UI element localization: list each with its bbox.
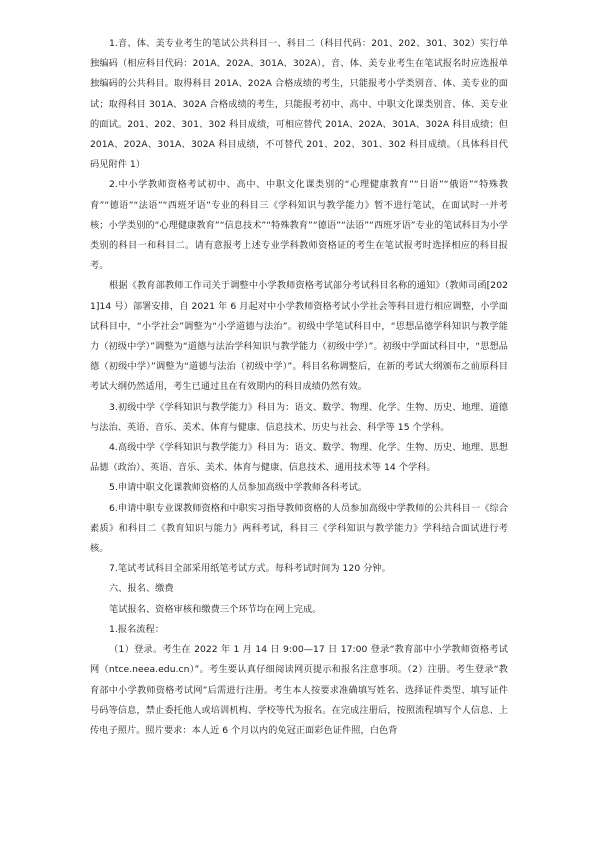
subheading-registration-process: 1.报名流程： xyxy=(109,623,165,635)
paragraph-exam-format: 7.笔试考试科目全部采用纸笔考试方式。每科考试时间为 120 分钟。 xyxy=(109,563,391,575)
paragraph-online-steps: 笔试报名、资格审核和缴费三个环节均在网上完成。 xyxy=(109,603,322,615)
paragraph-subject-renaming: 根据《教育部教师工作司关于调整中小学教师资格考试部分考试科目名称的通知》（教师司函[2021]14 号）部署安排，自 2021 年 6 月起对中小学教师资格考试小学社会等科目进行相应调整，小学面试科目中，“小学社会”调整为“小学道德与法治”。初级中学笔试科目中，“思想品德学科知识与教学能力（初级中学）”调整为“道德与法治学科知识与教学能力（初级中学）”。初级中学面试科目中，“思想品德（初级中学）”调整为“道德与法治（初级中学）”。科目名称调整后，在新的考试大纲颁布之前原科目考试大纲仍然适用，考生已通过且在有效期内的科目成绩仍然有效。 xyxy=(90,280,508,393)
paragraph-special-subjects: 2.中小学教师资格考试初中、高中、中职文化课类别的“心理健康教育”“日语”“俄语”“特殊教育”“德语”“法语”“西班牙语”专业的科目三《学科知识与教学能力》暂不进行笔试，在面试时一并考核；小学类别的“心理健康教育”“信息技术”“特殊教育”“德语”“法语”“西班牙语”专业的笔试科目为小学类别的科目一和科目二。请有意报考上述专业学科教师资格证的考生在笔试报考时选择相应的科目报考。 xyxy=(90,179,508,272)
paragraph-junior-subjects: 3.初级中学《学科知识与教学能力》科目为：语文、数学、物理、化学、生物、历史、地理、道德与法治、英语、音乐、美术、体育与健康、信息技术、历史与社会、科学等 15 个学科。 xyxy=(90,401,508,433)
document-body xyxy=(90,34,508,741)
paragraph-subject-coding: 1.音、体、美专业考生的笔试公共科目一、科目二（科目代码：201、202、301、302）实行单独编码（相应科目代码：201A、202A、301A、302A），音、体、美专业考生在笔试报名时应选报单独编码的公共科目。取得科目 201A、202A 合格成绩的考生，只能报考小学类别音、体、美专业的面试；取得科目 301A、302A 合格成绩的考生，只能报考初中、高中、中职文化课类别音、体、美专业的面试。201、202、301、302 科目成绩，可相应替代 201A、202A、301A、302A 科目成绩；但 201A、202A、301A、302A 科目成绩，不可替代 201、202、301、302 科目成绩。（具体科目代码见附件 1） xyxy=(90,38,508,171)
paragraph-vocational-professional: 6.申请中职专业课教师资格和中职实习指导教师资格的人员参加高级中学教师的公共科目一《综合素质》和科目二《教育知识与能力》两科考试，科目三《学科知识与教学能力》学科结合面试进行考核。 xyxy=(90,502,508,555)
paragraph-vocational-cultural: 5.申请中职文化课教师资格的人员参加高级中学教师各科考试。 xyxy=(109,482,368,494)
section-heading-registration: 六、报名、缴费 xyxy=(109,583,174,595)
paragraph-login-register: （1）登录。考生在 2022 年 1 月 14 日 9:00—17 日 17:00 登录“教育部中小学教师资格考试网（ntce.neea.edu.cn）”。考生要认真仔细阅读网页提示和报名注意事项。（2）注册。考生登录“教育部中小学教师资格考试网”后需进行注册。考生本人按要求准确填写姓名、选择证件类型、填写证件号码等信息，禁止委托他人或培训机构、学校等代为报名。在完成注册后，按照流程填写个人信息、上传电子照片。照片要求：本人近 6 个月以内的免冠正面彩色证件照，白色背 xyxy=(90,644,508,736)
paragraph-senior-subjects: 4.高级中学《学科知识与教学能力》科目为：语文、数学、物理、化学、生物、历史、地理、思想品德（政治）、英语、音乐、美术、体育与健康、信息技术、通用技术等 14 个学科。 xyxy=(90,442,508,474)
